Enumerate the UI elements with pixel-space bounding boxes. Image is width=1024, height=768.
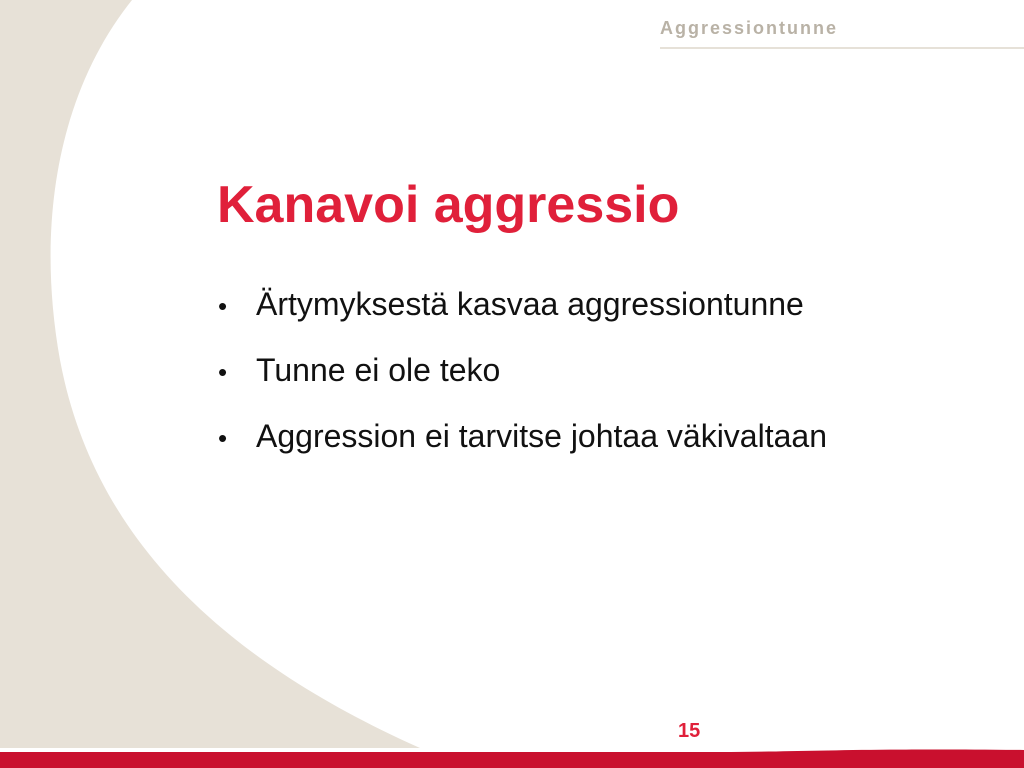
- bullet-marker: •: [218, 357, 228, 387]
- header-divider: [660, 47, 1024, 49]
- bullet-text: Aggression ei tarvitse johtaa väkivaltaan: [256, 418, 827, 454]
- bullet-marker: •: [218, 291, 228, 321]
- footer-bar: [0, 748, 1024, 768]
- header-label: Aggressiontunne: [660, 18, 839, 38]
- page-number: 15: [678, 720, 701, 742]
- bullet-item: [218, 352, 827, 390]
- bullet-item: [218, 418, 827, 456]
- bullet-marker: •: [218, 423, 228, 453]
- slide-title: Kanavoi aggressio: [217, 176, 680, 234]
- bullet-item: [218, 286, 827, 324]
- footer-red-band: [0, 749, 1024, 768]
- bullet-text: Tunne ei ole teko: [256, 352, 501, 388]
- bullet-list: [218, 286, 827, 484]
- bullet-text: Ärtymyksestä kasvaa aggressiontunne: [256, 286, 804, 322]
